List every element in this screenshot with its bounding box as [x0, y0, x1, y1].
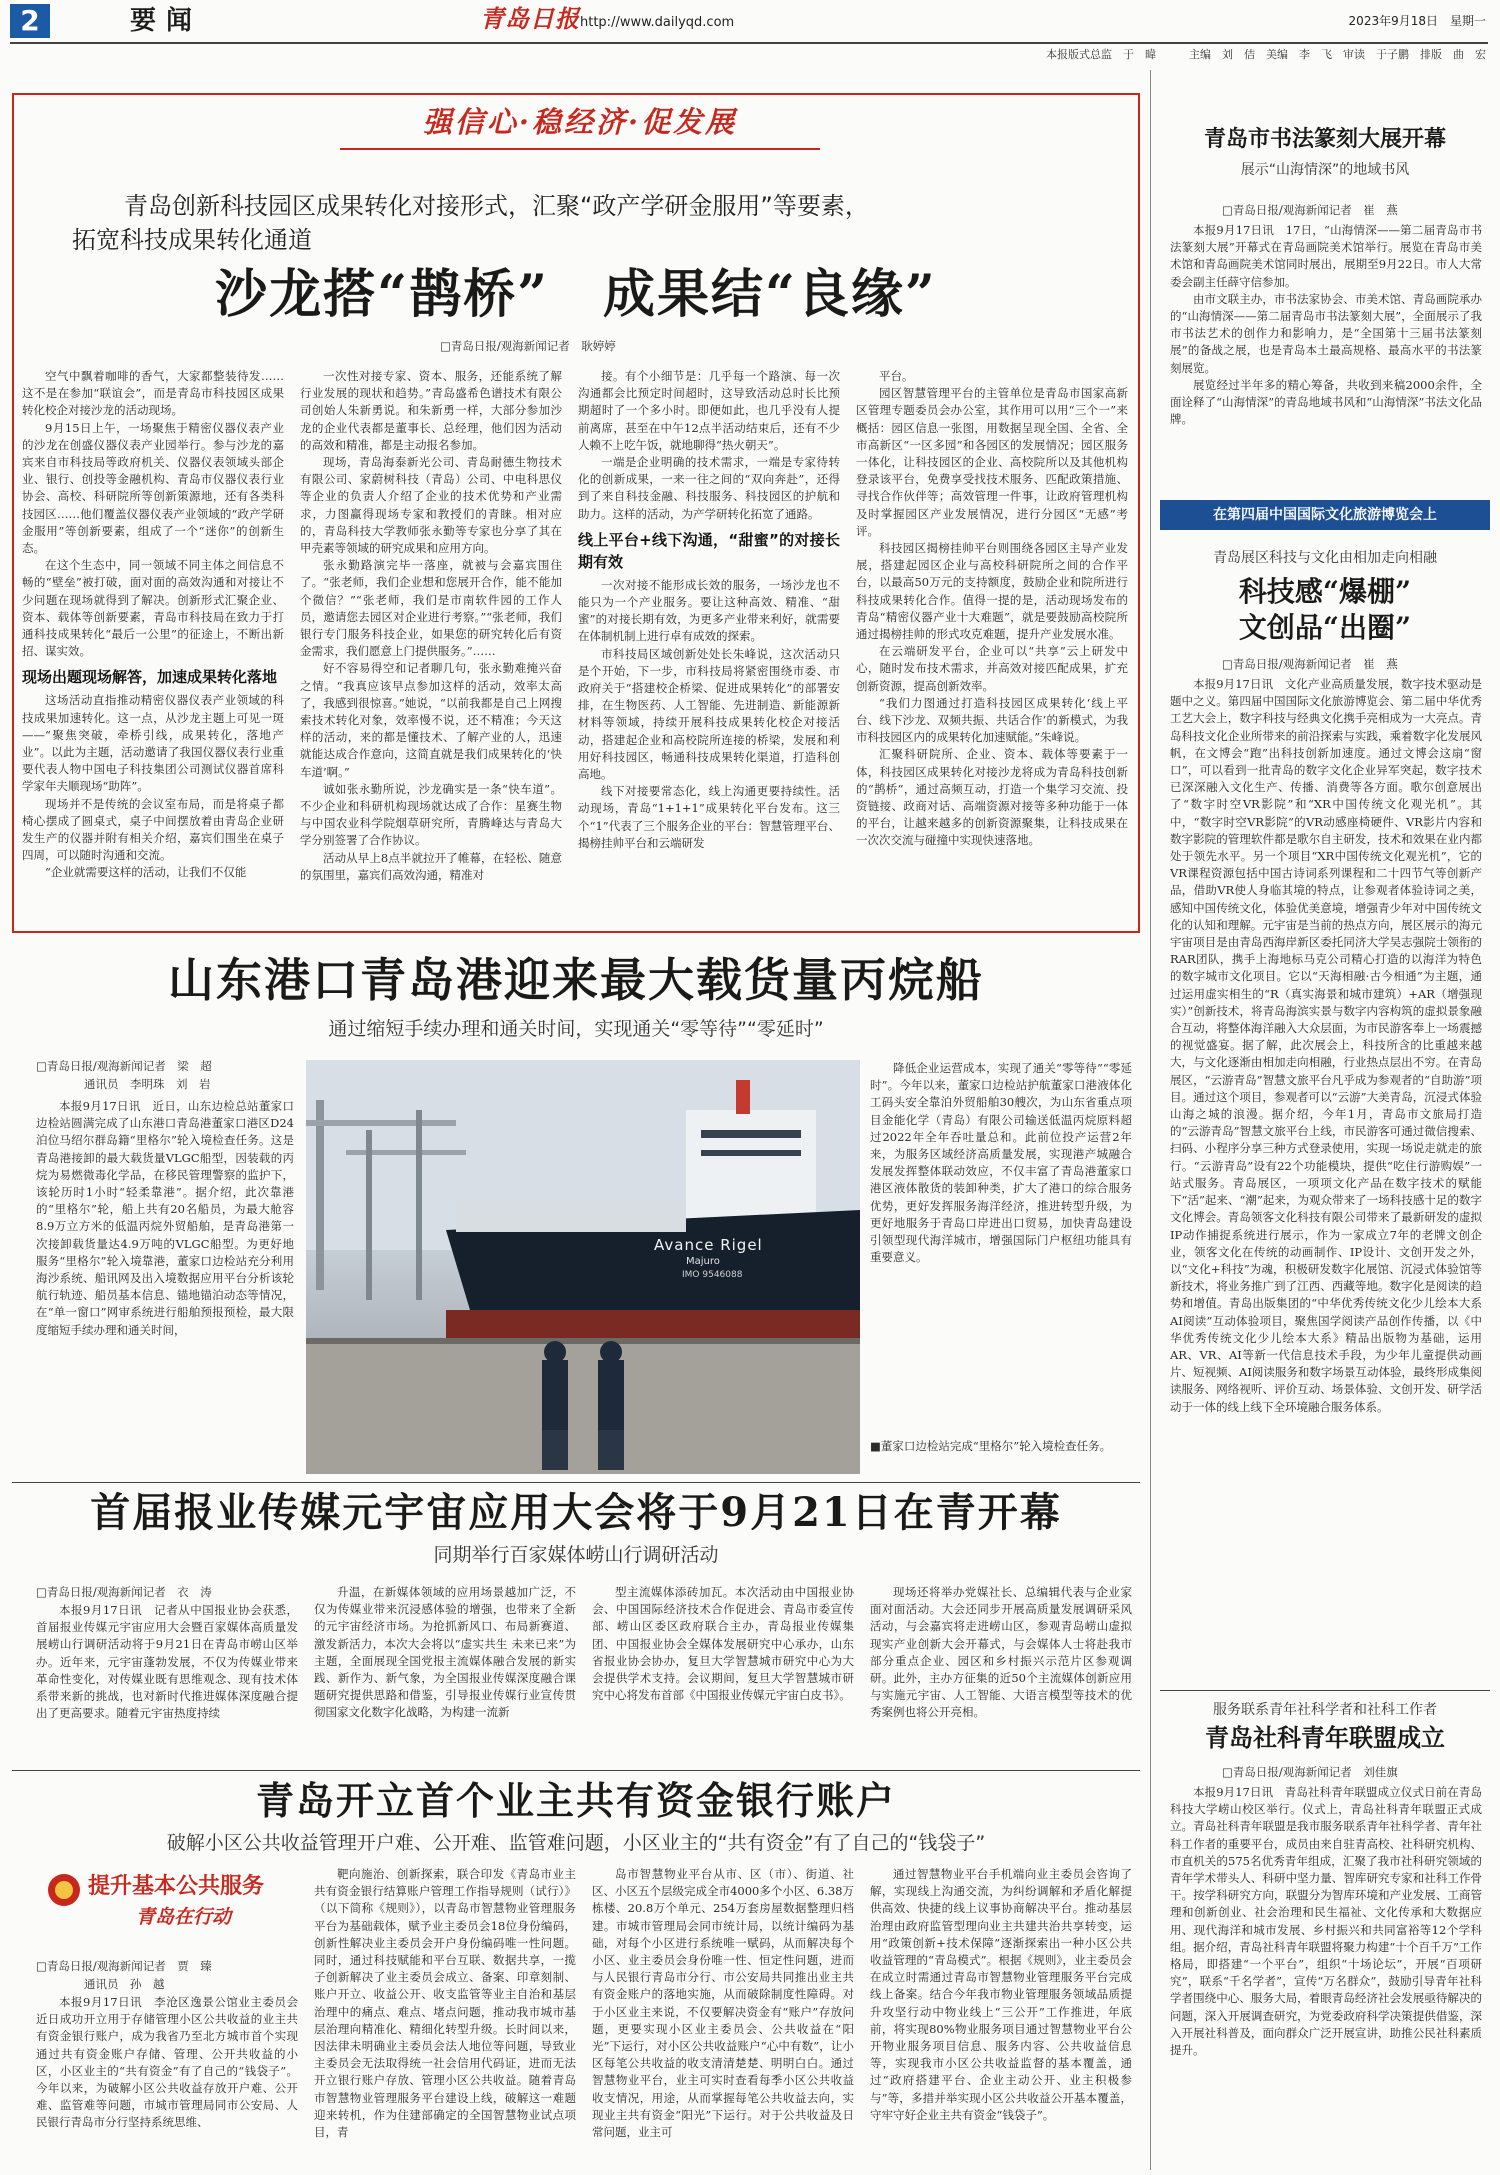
port-body-right [870, 1060, 1132, 1410]
lead-kicker-line-2: 拓宽科技成果转化通道 [72, 226, 312, 254]
masthead-rule [10, 42, 1488, 44]
paragraph: 园区智慧管理平台的主管单位是青岛市国家高新区管理专题委员会办公室，其作用可以用“三个一”来概括：园区信息一张图，用数据呈现全国、全省、全市高新区“一区多园”和各园区的发展情况；园区服务一体化，让科技园区的企业、高校院所以及其他机构登录该平台，免费享受找技术服务、匹配政策措施、寻找合作伙伴等；高效管理一件事，让政府管理机构及时掌握园区产业发展情况，进行分园区“无感”考评。 [856, 386, 1128, 538]
paragraph: 型主流媒体添砖加瓦。本次活动由中国报业协会、中国国际经济技术合作促进会、青岛市委宣传部、崂山区委区政府联合主办，青岛报业传媒集团、中国报业协会全媒体发展研究中心承办，山东省报业协会协办，复旦大学智慧城市研究中心为大会提供学术支持。会议期间，复旦大学智慧城市研究中心将发布首部《中国报业传媒元宇宙白皮书》。 [592, 1585, 854, 1703]
paragraph: 现场还将举办党媒社长、总编辑代表与企业家面对面活动。大会还同步开展高质量发展调研采风活动，与会嘉宾将走进崂山区，参观青岛崂山虚拟现实产业创新大会开幕式，与会媒体人士将赴我市部分重点企业、园区和乡村振兴示范片区参观调研。此外，主办方征集的近50个主流媒体创新应用与实施元宇宙、人工智能、大语言模型等技术的优秀案例也将公开亮相。 [870, 1585, 1132, 1720]
campaign-logo [36, 1866, 298, 1948]
youth-byline: □青岛日报/观海新闻记者 刘佳旗 [1222, 1765, 1398, 1779]
paragraph: 汇聚科研院所、企业、资本、载体等要素于一体，科技园区成果转化对接沙龙将成为青岛科技创新的“鹊桥”，通过高频互动，打造一个集学习交流、投资链接、政商对话、高端资源对接等多种功能于一体的平台，让越来越多的创新资源聚集，让科技成果在一次次交流与碰撞中实现快速落地。 [856, 747, 1128, 848]
metaverse-byline: □青岛日报/观海新闻记者 衣 涛 [36, 1585, 212, 1599]
staff-credits: 本报版式总监 于 暐 主编 刘 佶 美编 李 飞 审读 于子鹏 排版 曲 宏 [1046, 48, 1486, 61]
section-divider [1160, 1690, 1490, 1691]
paragraph: 科技园区揭榜挂帅平台则围绕各园区主导产业发展，搭建起园区企业与高校科研院所之间的合作平台，以最高50万元的支持额度，鼓励企业和院所进行科技成果转化合作。值得一提的是，活动现场发布的青岛“精密仪器产业十大难题”，就是要鼓励高校院所通过揭榜挂帅的形式攻克难题，提升产业发展水准。 [856, 541, 1128, 642]
paragraph: 由市文联主办，市书法家协会、市美术馆、青岛画院承办的“山海情深——第二届青岛市书法篆刻大展”，全面展示了我市书法艺术的创作力和影响力，是“全国第十三届书法篆刻展”的备战之展，也是青岛本土最高规格、最高水平的书法篆刻展览。 [1170, 291, 1482, 375]
right-column-divider [1150, 70, 1151, 2170]
lead-column-3 [578, 368, 840, 926]
lead-kicker-line-1: 青岛创新科技园区成果转化对接形式，汇聚“政产学研金服用”等要素， [124, 192, 869, 220]
youth-body [1170, 1784, 1482, 2166]
metaverse-column-1 [36, 1602, 298, 1762]
paper-logo: 青岛日报 [480, 4, 580, 33]
port-subhead: 通过缩短手续办理和通关时间，实现通关“零等待”“零延时” [328, 1018, 824, 1040]
lead-column-4 [856, 368, 1128, 926]
lead-subhead-1: 现场出题现场解答，加速成果转化落地 [22, 668, 278, 687]
youth-headline: 青岛社科青年联盟成立 [1205, 1723, 1445, 1752]
paragraph: 一端是企业明确的技术需求，一端是专家待转化的创新成果，一来一往之间的“双向奔赴”，还得到了来自科技金融、科技服务、科技园区的护航和助力。这样的活动，为产学研转化拓宽了通路。 [578, 455, 840, 521]
bank-subhead: 破解小区公共收益管理开户难、公开难、监管难问题，小区业主的“共有资金”有了自己的“钱袋子” [166, 1832, 986, 1854]
paragraph: 在这个生态中，同一领域不同主体之间信息不畅的“壁垒”被打破，面对面的高效沟通和对接让不少问题在现场就得到了解决。创新形式汇聚企业、资本、载体等创新要素，青岛市科技局在致力于打通科技成果转化“最后一公里”的征途上，不断出新招、谋实效。 [22, 558, 284, 659]
metaverse-column-4 [870, 1584, 1132, 1762]
page-number: 2 [20, 4, 40, 37]
youth-kicker: 服务联系青年社科学者和社科工作者 [1213, 1702, 1437, 1718]
banner-underline [340, 148, 820, 150]
paragraph: 诚如张永勤所说，沙龙确实是一条“快车道”。不少企业和科研机构现场就达成了合作：星赛生物与中国农业科学院烟草研究所，青腾峰达与青岛大学分别签署了合作协议。 [300, 781, 562, 848]
ship-imo-label: IMO 9546088 [682, 1270, 743, 1280]
paragraph: 接。有个小细节是：几乎每一个路演、每一次沟通都会比预定时间超时，这导致活动总时长比预期超时了一个多小时。即便如此，也几乎没有人提前离席，甚至在中午12点半活动结束后，还有不少人赖不上吃午饭，就地聊得“热火朝天”。 [578, 369, 840, 452]
calligraphy-body [1170, 222, 1482, 492]
paragraph: 本报9月17日讯 记者从中国报业协会获悉，首届报业传媒元宇宙应用大会暨百家媒体高质量发展崂山行调研活动将于9月21日在青岛市崂山区举办。近年来，元宇宙蓬勃发展，不仅为传媒业带来革命性变化，对传媒业既有思维观念、现有技术体系带来新的挑战，也对新时代推进媒体深度融合提出了更高要求。随着元宇宙热度持续 [36, 1603, 298, 1721]
paragraph: 本报9月17日讯 青岛社科青年联盟成立仪式日前在青岛科技大学崂山校区举行。仪式上，青岛社科青年联盟正式成立。青岛社科青年联盟是我市服务联系青年社科学者、青年社科工作者的重要平台，成员由来自驻青高校、社科研究机构、市直机关的575名优秀青年组成，汇聚了我市社科研究领域的青年学术带头人、科研中坚力量、智库研究专家和社科工作骨干。按学科研究方向，联盟分为智库环境和产业发展、工商管理和创新创业、社会治理和民生福祉、文化传承和大数据应用、现代海洋和城市发展、乡村振兴和共同富裕等12个学科组。据介绍，青岛社科青年联盟将聚力构建“十个百千万”工作格局，即搭建“一个平台”，组织“十场论坛”，开展“百项研究”，联系“千名学者”，宣传“万名群众”，鼓励引导青年社科学者围绕中心、服务大局，着眼青岛经济社会发展亟待解决的问题，深入开展调查研究，为党委政府科学决策提供借鉴，深入开展社科普及，面向群众广泛开展宣讲，助推公民社科素质提升。 [1170, 1785, 1482, 2058]
paragraph: 靶向施治、创新探索，联合印发《青岛市业主共有资金银行结算账户管理工作指导规则（试行）》（以下简称《规则》），以青岛市智慧物业管理服务平台为基础载体，赋予业主委员会18位身份编码，创新性解决业主委员会开户身份编码唯一性问题。同时，通过科技赋能和平台互联、数据共享，一揽子创新解决了业主委员会成立、备案、印章刻制、账户开立、收益公开、收支监管等业主自治和基层治理中的痛点、难点、堵点问题，推动我市城市基层治理向精准化、精细化转型升级。长时间以来，因法律未明确业主委员会法人地位等问题，导致业主委员会无法取得统一社会信用代码证，进而无法开立银行账户存放、管理小区公共收益。随着青岛市智慧物业管理服务平台建设上线，破解这一难题迎来转机，作为住建部确定的全国智慧物业试点项目，青 [314, 1867, 576, 2140]
ship-port-label: Majuro [686, 1256, 720, 1267]
paragraph: 本报9月17日讯 17日，“山海情深——第二届青岛市书法篆刻大展”开幕式在青岛画院美术馆举行。展览在青岛市美术馆和青岛画院美术馆同时展出，展期至9月22日。市人大常委会副主任薛守信参加。 [1170, 223, 1482, 289]
bank-byline-2: 通讯员 孙 越 [84, 1977, 165, 1991]
paragraph: 张永勤路演完毕一落座，就被与会嘉宾围住了。“张老师，我们企业想和您展开合作，能不能加个微信？”“张老师，我们是市南软件园的工作人员，邀请您去园区对企业进行考察。”“张老师，我们银行专门服务科技企业，如果您的研究转化后有资金需求，我们愿意上门提供服务。”…… [300, 558, 562, 659]
port-headline: 山东港口青岛港迎来最大载货量丙烷船 [168, 953, 984, 1007]
paragraph: 一次对接不能形成长效的服务，一场沙龙也不能只为一个产业服务。要让这种高效、精准、“甜蜜”的对接长期有效，为更多产业带来利好，就需要在体制机制上进行卓有成效的探索。 [578, 577, 840, 644]
port-body-left [36, 1098, 294, 1472]
paragraph: 升温，在新媒体领域的应用场景越加广泛，不仅为传媒业带来沉浸感体验的增强，也带来了全新的元宇宙经济市场。为抢抓新风口、布局新赛道、激发新活力，本次大会将以“虚实共生 未来已来”为主题，全面展现全国党报主流媒体融合发展的新实践、新作为、新气象，为全国报业传媒深度融合课题研究提供思路和借鉴，引导报业传媒行业宣传贯彻国家文化数字化战略，为构建一流新 [314, 1585, 576, 1720]
paper-url[interactable]: http://www.dailyqd.com [580, 15, 735, 30]
lead-column-2 [300, 368, 562, 926]
paragraph: “企业就需要这样的活动，让我们不仅能 [45, 865, 247, 880]
paragraph: 岛市智慧物业平台从市、区（市）、街道、社区、小区五个层级完成全市4000多个小区、6.38万栋楼、20.8万个单元、254万套房屋数据整理归档建。市城市管理局会同市统计局，以统计编码为基础，对每个小区进行系统唯一赋码，从而解决每个小区、业主委员会身份唯一性、恒定性问题，进而与人民银行青岛市分行、市公安局共同推出业主共有资金账户的落地实施，从而破除制度性障碍。对于小区业主来说，不仅要解决资金有“账户”存放问题，更要实现小区业主委员会、公共收益在“阳光”下运行，对小区公共收益账户“心中有数”，让小区每笔公共收益的收支清清楚楚、明明白白。通过智慧物业平台，业主可实时查看每季小区公共收益收支情况，用途，从而掌握每笔公共收益去向，实现业主共有资金“阳光”下运行。对于公共收益及日常问题，业主可 [592, 1867, 854, 2140]
port-photo-caption [870, 1438, 1132, 1474]
expo-body [1170, 676, 1482, 1684]
bank-headline: 青岛开立首个业主共有资金银行账户 [255, 1778, 896, 1823]
lead-subhead-2: 线上平台+线下沟通，“甜蜜”的对接长期有效 [578, 530, 840, 571]
paragraph: 本报9月17日讯 近日，山东边检总站董家口边检站圆满完成了山东港口青岛港董家口港区D24泊位马绍尔群岛籍“里格尔”轮入境检查任务。这是青岛港接卸的最大载货量VLGC船型，因装载的丙烷为易燃微毒化学品，在移民管理警察的监护下，该轮历时1小时“轻柔靠港”。据介绍，此次靠港的“里格尔”轮，船上共有20名船员，为最大舱容8.9万立方米的低温丙烷外贸船舶，是青岛港第一次接卸载货量达4.9万吨的VLGC船型。为更好地服务“里格尔”轮入境靠港，董家口边检站充分利用海沙系统、船讯网及出入境数据应用平台分析该轮航行轨迹、船员基本信息、锚地锚泊动态等情况，在“单一窗口”网审系统进行船舶预报预检，最大限度缩短手续办理和通关时间， [36, 1099, 294, 1337]
campaign-slogan: 强信心·稳经济·促发展 [422, 105, 738, 139]
expo-headline-line-2: 文创品“出圈” [1238, 611, 1412, 644]
expo-section-bar: 在第四届中国国际文化旅游博览会上 [1160, 500, 1490, 530]
metaverse-column-2 [314, 1584, 576, 1762]
ship-name-label: Avance Rigel [654, 1236, 763, 1254]
expo-kicker: 青岛展区科技与文化由相加走向相融 [1213, 550, 1437, 566]
paragraph: 平台。 [879, 369, 914, 383]
paragraph: 线下对接要常态化，线上沟通更要持续性。活动现场，青岛“1+1+1”成果转化平台发布。这三个“1”代表了三个服务企业的平台：智慧管理平台、揭榜挂帅平台和云端研发 [578, 784, 840, 850]
paragraph: 一次性对接专家、资本、服务，还能系统了解行业发展的现状和趋势。”青岛盛希色谱技术有限公司创始人朱新勇说。和朱新勇一样，大部分参加沙龙的企业代表都是董事长、总经理，他们因为活动的高效和精准，都是主动报名参加。 [300, 369, 562, 452]
campaign-banner [370, 100, 790, 144]
metaverse-headline: 首届报业传媒元宇宙应用大会将于9月21日在青开幕 [90, 1489, 1062, 1536]
port-byline-2: 通讯员 李明珠 刘 岩 [84, 1077, 211, 1091]
metaverse-subhead: 同期举行百家媒体崂山行调研活动 [433, 1544, 719, 1566]
bank-byline-1: □青岛日报/观海新闻记者 贾 臻 [36, 1959, 212, 1973]
paragraph: 这场活动直指推动精密仪器仪表产业领域的科技成果加速转化。这一点，从沙龙主题上可见一斑——“聚焦突破，牵桥引线，成果转化，落地产业”。以此为主题，活动邀请了我国仪器仪表行业重要代表人物中国电子科技集团公司测试仪器首席科学家年夫顺现场“助阵”。 [22, 693, 284, 794]
campaign-logo-line-1: 提升基本公共服务 [88, 1873, 265, 1899]
bank-column-3 [592, 1866, 854, 2166]
section-divider [12, 1770, 1140, 1771]
paragraph: 通过智慧物业平台手机端向业主委员会咨询了解，实现线上沟通交流，为纠纷调解和矛盾化解提供高效、快捷的线上议事协商解决平台。推动基层治理由政府监管型理向业主共建共治共享转变，运用“政策创新+技术保障”逐渐探索出一种小区公共收益管理的“青岛模式”。根据《规则》，业主委员会在成立时需通过青岛市智慧物业管理服务平台完成线上备案。结合今年我市物业管理服务领域品质提升攻坚行动中物业线上“三公开”工作推进，年底前，将实现80%物业服务项目通过智慧物业平台公开物业服务项目信息、服务内容、公共收益信息等，实现我市小区公共收益监督的基本覆盖，通过“政府搭建平台、企业主动公开、业主积极参与”等，多措并举实现小区公共收益公开基本覆盖，守牢守好企业主共有资金“钱袋子”。 [870, 1867, 1132, 2122]
metaverse-column-3 [592, 1584, 854, 1762]
port-byline-1: □青岛日报/观海新闻记者 梁 超 [36, 1059, 212, 1073]
calligraphy-byline: □青岛日报/观海新闻记者 崔 燕 [1222, 203, 1398, 217]
paragraph: “我们力图通过打造科技园区成果转化‘线上平台、线下沙龙、双频共振、共话合作’的新模式，为我市科技园区内的成果转化加速赋能。”朱峰说。 [856, 695, 1128, 745]
section-title: 要闻 [130, 6, 203, 36]
lead-byline: □青岛日报/观海新闻记者 耿婷婷 [440, 339, 616, 353]
paragraph: 空气中飘着咖啡的香气，大家都整装待发……这不是在参加“联谊会”，而是青岛市科技园区成果转化校企对接沙龙的活动现场。 [22, 369, 284, 418]
bank-column-2 [314, 1866, 576, 2166]
paragraph: 在云端研发平台，企业可以“共享”云上研发中心，随时发布技术需求，并高效对接匹配成果，扩充创新资源，提高创新效率。 [856, 644, 1128, 693]
lead-headline: 沙龙搭“鹊桥” 成果结“良缘” [215, 264, 937, 325]
calligraphy-subhead: 展示“山海情深”的地域书风 [1240, 162, 1410, 178]
lantern-icon [44, 1870, 84, 1910]
paragraph: 9月15日上午，一场聚焦于精密仪器仪表产业的沙龙在创盛仪器仪表产业园举行。参与沙龙的嘉宾来自市科技局等政府机关、仪器仪表领域头部企业、银行、创投等金融机构、青岛市仪器仪表行业协会、高校、科研院所等创新策源地，还有各类科技园区……他们覆盖仪器仪表产业领域的“政产学研金服用”等创新要素，组成了一个“迷你”的创新生态。 [22, 420, 284, 556]
paragraph: 现场并不是传统的会议室布局，而是将桌子都椅心摆成了圆桌式，桌子中间摆放着由青岛企业研发生产的仪器并附有相关介绍，嘉宾们围坐在桌子四周，可以随时沟通和交流。 [22, 796, 284, 863]
paragraph: 活动从早上8点半就拉开了帷幕，在轻松、随意的氛围里，嘉宾们高效沟通，精准对 [300, 850, 562, 882]
issue-date: 2023年9月18日 星期一 [1348, 14, 1486, 28]
campaign-logo-line-2: 青岛在行动 [136, 1906, 232, 1928]
section-divider [12, 1482, 1140, 1483]
paragraph: 展览经过半年多的精心筹备，共收到来稿2000余件，全面诠释了“山海情深”的青岛地域书风和“山海情深”书法文化品牌。 [1170, 377, 1482, 427]
bank-column-4 [870, 1866, 1132, 2166]
paragraph: 降低企业运营成本，实现了通关“零等待”“零延时”。今年以来，董家口边检站护航董家口港液体化工码头安全靠泊外贸船舶30艘次，为山东省重点项目金能化学（青岛）有限公司输送低温丙烷原料超过2022年全年吞吐量总和。此前位投产运营2年来，为服务区域经济高质量发展，实现港产城融合发展发挥整体联动效应，不仅丰富了青岛港董家口港区液体散货的装卸种类，扩大了港口的综合服务优势，更好发挥服务海洋经济，推进转型升级，为更好地服务于青岛口岸进出口贸易，加快青岛建设引领型现代海洋城市，增强国际门户枢纽功能具有重要意义。 [870, 1061, 1132, 1265]
bank-column-1 [36, 1994, 298, 2166]
paragraph: 本报9月17日讯 文化产业高质量发展，数字技术驱动是题中之义。第四届中国国际文化旅游博览会、第二届中华优秀工艺大会上，数字科技与经典文化携手亮相成为一大亮点。青岛科技文化企业所带来的前沿探索与实践，乘着数字化发展风帆，在文博会“跑”出科技创新加速度。通过文博会这扇“窗口”，可以看到一批青岛的数字文化企业异军突起，数字技术已深深融入文化生产、传播、消费等各方面。歌尔创意展出了“数字时空VR影院”和“XR中国传统文化观光机”。其中，“数字时空VR影院”的VR动感座椅硬件、VR影片内容和数字影院的管理软件都是歌尔自主研发，技术和效果在业内都处于领先水平。另一个项目“XR中国传统文化观光机”，它的VR课程资源包括中国古诗词系列课程和二十四节气等创新产品，借助VR使人身临其境的特点，让参观者体验诗词之美，感知中国传统文化，体验优美意境，增强青少年对中国传统文化的认知和理解。元宇宙是当前的热点方向，展区展示的海元宇宙项目是由青岛西海岸新区委托同济大学吴志强院士领衔的RAR团队，携手上海地标马克公司精心打造的以海洋为特色的数字城市文化项目。它以“天海相融·古今相通”为主题，通过运用虚实相生的“R（真实海景和城市建筑）+AR（增强现实）”创新技术，将青岛海滨实景与数字内容构筑的虚拟景象融合互动，将整体海洋融入大众层面，为市民游客奉上一场震撼的视觉盛宴。据了解，此次展会上，科技所含的比重越来越大，与文化逐渐由相加走向相融，行业热点层出不穷。在青岛展区，“云游青岛”智慧文旅平台凡乎成为参观者的“自助游”项目。通过这个项目，参观者可以“云游”大美青岛，沉浸式体验山海之城的浪漫。据介绍，今年1月，青岛市文旅局打造的“云游青岛”智慧文旅平台上线，市民游客可通过微信搜索、扫码、小程序分享三种方式登录使用，实现一场说走就走的旅行。“云游青岛”设有22个功能模块，提供“吃住行游购娱”一站式服务。青岛展区，一项项文化产品在数字技术的赋能下“活”起来、“潮”起来，为观众带来了一场科技感十足的数字文化博会。青岛领客文化科技有限公司带来了最新研发的虚拟IP动作捕捉系统进行展示，作为一家成立7年的老牌文创企业，领客文化在传统的动画制作、IP设计、文创开发之外，以“文化+科技”为魂，积极研发数字化展馆、沉浸式体验馆等新技术，将业务推广到了江西、西藏等地。数字化是阅读的趋势和增值。青岛出版集团的“中华优秀传统文化少儿绘本大系AI阅读”互动体验项目，聚焦国学阅读产品创作传播，以《中华优秀传统文化少儿绘本大系》精品出版物为基础，运用AR、VR、AI等新一代信息技术手段，为少年儿童提供动画片、短视频、AI阅读服务和数字场景互动体验，最终形成集阅读服务、网络视听、评价互动、场景体验、文创开发、研学活动于一体的线上线下全环境融合服务体系。 [1170, 677, 1482, 1414]
page-number-badge [10, 4, 50, 38]
paragraph: 市科技局区域创新处处长朱峰说，这次活动只是个开始，下一步，市科技局将紧密围绕市委、市政府关于“搭建校企桥梁、促进成果转化”的部署安排，在生物医药、人工智能、先进制造、新能源新材料等领域，持续开展科技成果转化校企对接活动，搭建起企业和高校院所连接的桥梁，发展和利用好科技园区，畅通科技成果转化渠道，打造科创高地。 [578, 646, 840, 782]
paragraph: 现场，青岛海泰新光公司、青岛耐德生物技术有限公司、家蔚树科技（青岛）公司、中电科思仪等企业的负责人介绍了企业的技术优势和产业需求，力图赢得现场专家和教授们的青睐。相对应的，青岛科技大学教师张永勤等专家也分享了其在甲壳素等领域的研究成果和应用方向。 [300, 455, 562, 556]
calligraphy-headline: 青岛市书法篆刻大展开幕 [1203, 126, 1446, 152]
lead-column-1 [22, 368, 284, 926]
paragraph: 本报9月17日讯 李沧区逸景公馆业主委员会近日成功开立用于存储管理小区公共收益的业主共有资金银行账户，成为我省乃至北方城市首个实现通过共有资金账户存储、管理、公开共收益的小区，小区业主的“共有资金”有了自己的“钱袋子”。今年以来，为破解小区公共收益存放开户难、公开难、监管难等问题，市城市管理局同市公安局、人民银行青岛市分行坚持系统思维、 [36, 1995, 298, 2130]
ship-photo-illustration [306, 1060, 860, 1474]
expo-byline: □青岛日报/观海新闻记者 崔 燕 [1222, 657, 1398, 671]
port-ship-photo [306, 1060, 860, 1474]
expo-headline-line-1: 科技感“爆棚” [1238, 575, 1412, 608]
paragraph: 好不容易得空和记者聊几句，张永勤难掩兴奋之情。“我真应该早点参加这样的活动，效率太高了，我感到很惊喜。”她说，“以前我都是自己上网搜索技术转化对象，效率慢不说，还不精准；今天这样的活动，来的都是懂技术、了解产业的人，迅速就能达成合作意向，这简直就是我们成果转化的‘快车道’啊。” [300, 661, 562, 779]
caption-text: ■董家口边检站完成“里格尔”轮入境检查任务。 [870, 1439, 1112, 1453]
